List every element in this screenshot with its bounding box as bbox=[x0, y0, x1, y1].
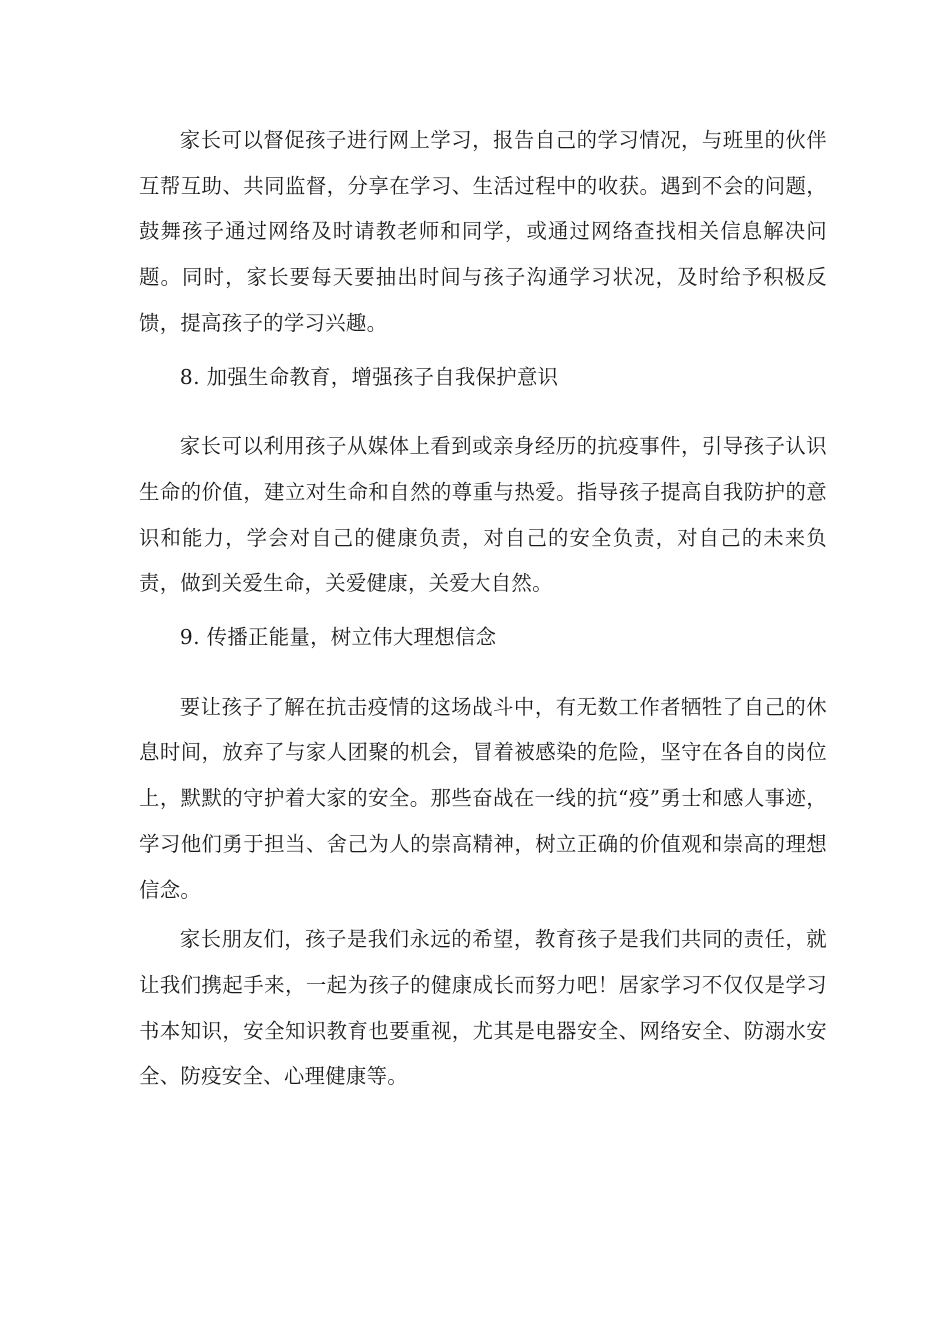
paragraph-online-learning: 家长可以督促孩子进行网上学习，报告自己的学习情况，与班里的伙伴互帮互助、共同监督，分享在学习、生活过程中的收获。遇到不会的问题，鼓舞孩子通过网络及时请教老师和同学，或通过网络查找相关信息解决问题。同时，家长要每天要抽出时间与孩子沟通学习状况，及时给予积极反馈，提高孩子的学习兴趣。 bbox=[139, 128, 827, 335]
section-heading-9: 9. 传播正能量，树立伟大理想信念 bbox=[179, 625, 497, 650]
paragraph-closing: 家长朋友们，孩子是我们永远的希望，教育孩子是我们共同的责任，就让我们携起手来，一起为孩子的健康成长而努力吧！居家学习不仅仅是学习书本知识，安全知识教育也要重视，尤其是电器安全、网络安全、防溺水安全、防疫安全、心理健康等。 bbox=[139, 927, 827, 1089]
document-page bbox=[139, 118, 827, 1100]
paragraph-life-education: 家长可以利用孩子从媒体上看到或亲身经历的抗疫事件，引导孩子认识生命的价值，建立对生命和自然的尊重与热爱。指导孩子提高自我防护的意识和能力，学会对自己的健康负责，对自己的安全负责，对自己的未来负责，做到关爱生命，关爱健康，关爱大自然。 bbox=[139, 434, 827, 596]
paragraph-positive-energy: 要让孩子了解在抗击疫情的这场战斗中，有无数工作者牺牲了自己的休息时间，放弃了与家人团聚的机会，冒着被感染的危险，坚守在各自的岗位上，默默的守护着大家的安全。那些奋战在一线的抗“疫”勇士和感人事迹，学习他们勇于担当、舍己为人的崇高精神，树立正确的价值观和崇高的理想信念。 bbox=[139, 694, 827, 902]
section-heading-8: 8. 加强生命教育，增强孩子自我保护意识 bbox=[179, 364, 559, 389]
